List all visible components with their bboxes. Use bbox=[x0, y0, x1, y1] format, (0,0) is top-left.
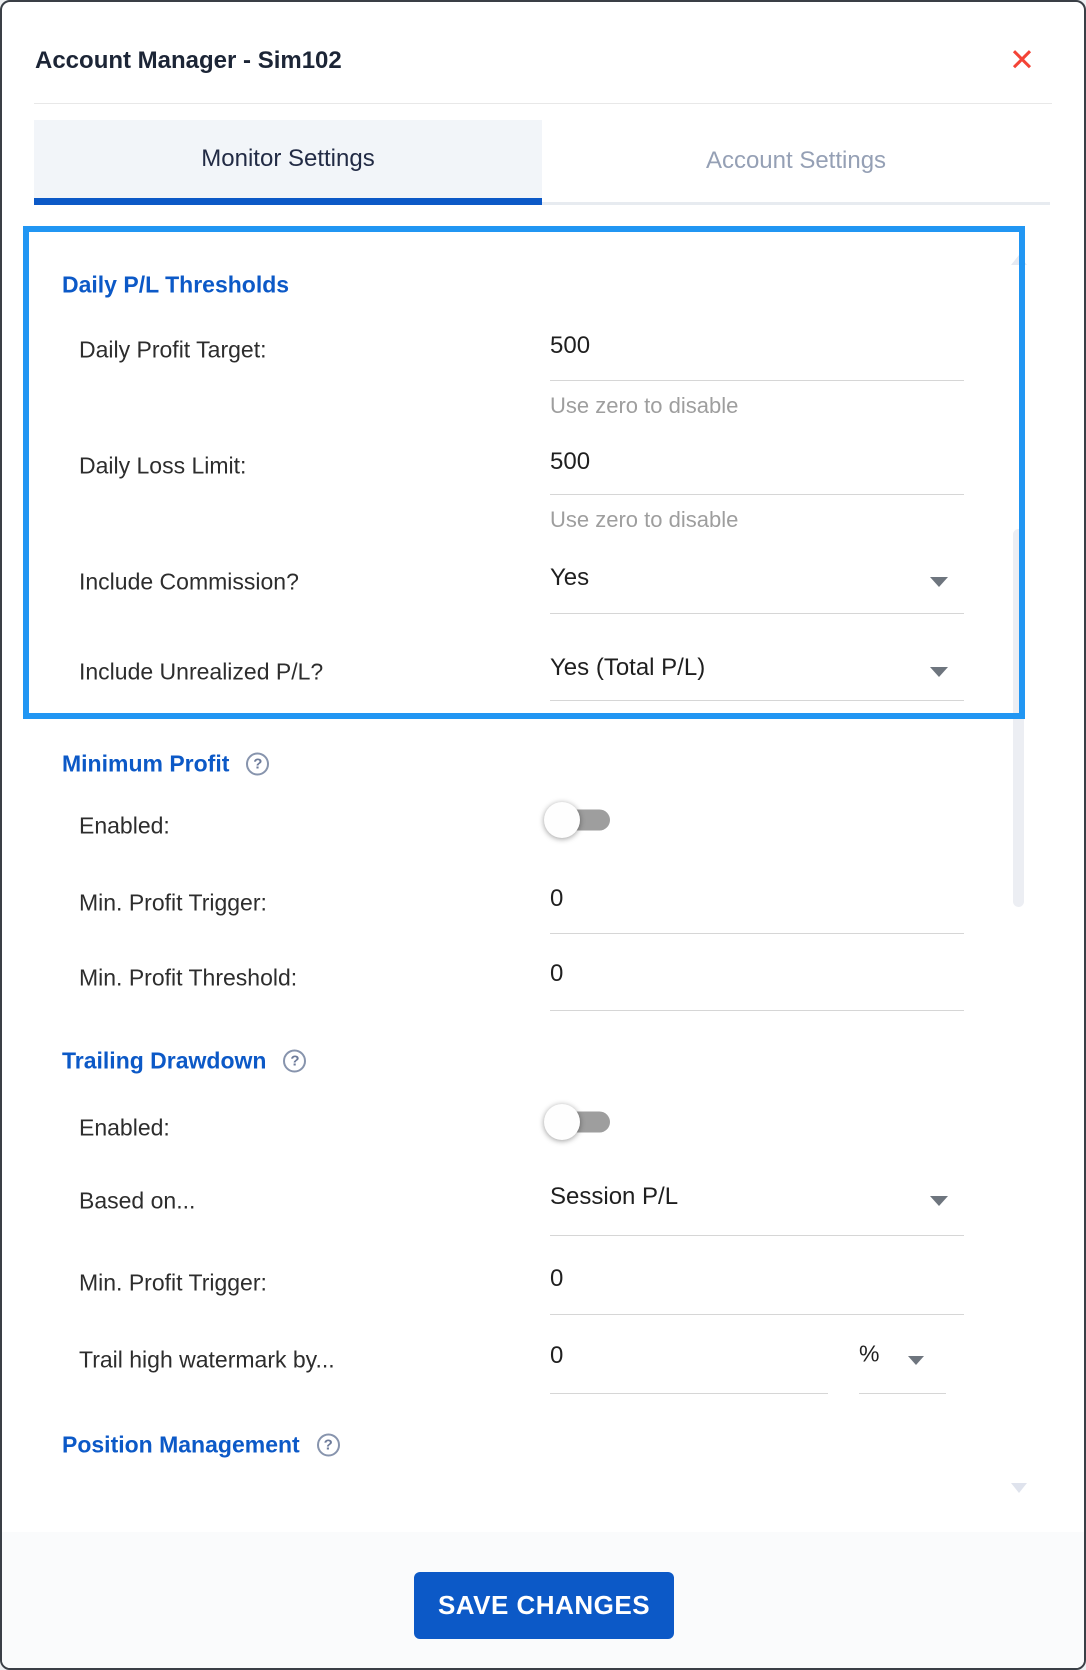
min-profit-trigger-underline bbox=[550, 933, 964, 934]
include-unrealized-underline bbox=[550, 700, 964, 701]
min-profit-trigger-input[interactable]: 0 bbox=[550, 885, 564, 912]
include-commission-caret-icon[interactable] bbox=[930, 577, 948, 587]
min-profit-trigger-label: Min. Profit Trigger: bbox=[79, 889, 267, 916]
include-commission-label: Include Commission? bbox=[79, 568, 299, 595]
position-management-help-icon[interactable]: ? bbox=[317, 1434, 340, 1457]
based-on-label: Based on... bbox=[79, 1187, 196, 1214]
min-profit-threshold-input[interactable]: 0 bbox=[550, 960, 564, 987]
min-profit-threshold-underline bbox=[550, 1010, 964, 1011]
include-unrealized-caret-icon[interactable] bbox=[930, 667, 948, 677]
trail-watermark-input[interactable]: 0 bbox=[550, 1342, 564, 1369]
section-heading-daily-pl bbox=[62, 272, 289, 299]
position-management-heading-text: Position Management bbox=[62, 1431, 300, 1458]
header-divider bbox=[34, 103, 1052, 104]
scroll-up-arrow-icon[interactable] bbox=[1011, 255, 1027, 265]
toggle-knob bbox=[544, 1104, 580, 1140]
tab-monitor-settings-label: Monitor Settings bbox=[201, 145, 375, 172]
daily-loss-limit-label: Daily Loss Limit: bbox=[79, 452, 247, 479]
min-profit-threshold-label: Min. Profit Threshold: bbox=[79, 964, 298, 991]
trailing-enabled-toggle[interactable] bbox=[544, 1102, 610, 1142]
tab-monitor-settings[interactable] bbox=[34, 120, 542, 205]
trailing-enabled-label: Enabled: bbox=[79, 1114, 170, 1141]
save-changes-button[interactable]: SAVE CHANGES bbox=[414, 1572, 674, 1639]
trail-watermark-unit-caret-icon[interactable] bbox=[908, 1356, 924, 1365]
min-profit-enabled-toggle[interactable] bbox=[544, 800, 610, 840]
minimum-profit-help-icon[interactable]: ? bbox=[246, 753, 269, 776]
include-unrealized-select[interactable]: Yes (Total P/L) bbox=[550, 654, 706, 681]
include-commission-underline bbox=[550, 613, 964, 614]
trail-watermark-unit-select[interactable]: % bbox=[859, 1340, 880, 1367]
min-profit-enabled-label: Enabled: bbox=[79, 812, 170, 839]
tab-bar bbox=[34, 120, 1050, 205]
daily-loss-limit-helper: Use zero to disable bbox=[550, 507, 739, 532]
tab-account-settings-label: Account Settings bbox=[705, 147, 887, 174]
toggle-knob bbox=[544, 802, 580, 838]
daily-profit-target-underline bbox=[550, 380, 964, 381]
section-heading-minimum-profit bbox=[62, 751, 269, 778]
close-icon[interactable]: ✕ bbox=[1009, 42, 1035, 78]
trail-watermark-unit-underline bbox=[859, 1393, 946, 1394]
based-on-select[interactable]: Session P/L bbox=[550, 1183, 679, 1210]
daily-pl-heading-text: Daily P/L Thresholds bbox=[62, 271, 290, 298]
based-on-underline bbox=[550, 1235, 964, 1236]
scrollbar-thumb[interactable] bbox=[1013, 529, 1024, 907]
trail-watermark-underline bbox=[550, 1393, 828, 1394]
section-heading-trailing-drawdown bbox=[62, 1048, 306, 1075]
trailing-drawdown-heading-text: Trailing Drawdown bbox=[62, 1047, 267, 1074]
daily-loss-limit-underline bbox=[550, 494, 964, 495]
minimum-profit-heading-text: Minimum Profit bbox=[62, 750, 230, 777]
trailing-drawdown-help-icon[interactable]: ? bbox=[283, 1050, 306, 1073]
scroll-down-arrow-icon[interactable] bbox=[1011, 1483, 1027, 1493]
tab-account-settings[interactable] bbox=[542, 120, 1050, 205]
trailing-trigger-label: Min. Profit Trigger: bbox=[79, 1269, 267, 1296]
dialog-title: Account Manager - Sim102 bbox=[35, 47, 342, 74]
trail-watermark-label: Trail high watermark by... bbox=[79, 1346, 335, 1373]
daily-loss-limit-input[interactable]: 500 bbox=[550, 448, 591, 475]
trailing-trigger-input[interactable]: 0 bbox=[550, 1265, 564, 1292]
section-heading-position-management bbox=[62, 1432, 340, 1459]
trailing-trigger-underline bbox=[550, 1314, 964, 1315]
daily-profit-target-label: Daily Profit Target: bbox=[79, 336, 267, 363]
based-on-caret-icon[interactable] bbox=[930, 1196, 948, 1206]
include-unrealized-label: Include Unrealized P/L? bbox=[79, 658, 324, 685]
include-commission-select[interactable]: Yes bbox=[550, 564, 590, 591]
daily-profit-target-input[interactable]: 500 bbox=[550, 332, 591, 359]
daily-profit-target-helper: Use zero to disable bbox=[550, 393, 739, 418]
